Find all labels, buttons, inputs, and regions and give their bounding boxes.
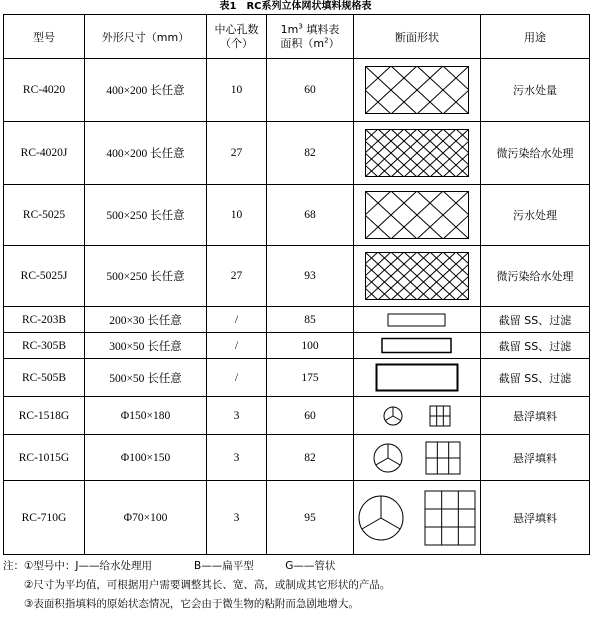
cell-holes: 27 (207, 246, 267, 307)
header-area-post2: ） (328, 36, 340, 50)
header-holes (207, 15, 267, 59)
mesh-section-diagram (365, 191, 469, 239)
header-area-pre1: 1m (280, 22, 299, 36)
cell-area: 60 (267, 397, 354, 435)
cell-use: 微污染给水处理 (481, 122, 590, 185)
header-row (4, 15, 590, 59)
cell-model: RC-1518G (4, 397, 85, 435)
flat-section-diagram (375, 363, 459, 393)
cell-shape (354, 122, 481, 185)
cell-size: 200×30 长任意 (85, 307, 207, 333)
cell-shape (354, 397, 481, 435)
tube-section-diagram (357, 489, 477, 547)
cell-area: 93 (267, 246, 354, 307)
note-2: ②尺寸为平均值，可根据用户需要调整其长、宽、高，或制成其它形状的产品。 (3, 579, 391, 591)
cell-holes: 27 (207, 122, 267, 185)
cell-size: 500×250 长任意 (85, 185, 207, 246)
cell-shape (354, 307, 481, 333)
cell-holes: 3 (207, 435, 267, 481)
cell-model: RC-305B (4, 333, 85, 359)
table-row (4, 185, 590, 246)
header-area-sup1: 3 (298, 21, 303, 30)
cell-size: 500×50 长任意 (85, 359, 207, 397)
cell-use: 悬浮填料 (481, 435, 590, 481)
flat-section-diagram (381, 337, 453, 355)
table-row (4, 333, 590, 359)
cell-area: 60 (267, 59, 354, 122)
cell-holes: 3 (207, 397, 267, 435)
cell-shape (354, 246, 481, 307)
cell-size: 400×200 长任意 (85, 59, 207, 122)
cell-model: RC-505B (4, 359, 85, 397)
cell-model: RC-1015G (4, 435, 85, 481)
table-row (4, 246, 590, 307)
mesh-section-diagram (365, 66, 469, 114)
cell-size: Φ150×180 (85, 397, 207, 435)
cell-area: 85 (267, 307, 354, 333)
cell-holes: 10 (207, 59, 267, 122)
header-holes-line2: （个） (220, 36, 253, 50)
note-3: ③表面积指填料的原始状态情况，它会由于微生物的粘附而急剧地增大。 (3, 598, 359, 610)
cell-holes: 10 (207, 185, 267, 246)
header-area (267, 15, 354, 59)
cell-size: Φ100×150 (85, 435, 207, 481)
header-area-sup2: 2 (324, 35, 329, 44)
cell-area: 68 (267, 185, 354, 246)
tube-section-diagram (372, 440, 462, 476)
mesh-section-diagram (365, 129, 469, 177)
mesh-section-diagram (365, 252, 469, 300)
cell-model: RC-4020J (4, 122, 85, 185)
cell-shape (354, 59, 481, 122)
header-size: 外形尺寸（mm） (85, 15, 207, 59)
cell-area: 175 (267, 359, 354, 397)
cell-holes: / (207, 307, 267, 333)
cell-shape (354, 359, 481, 397)
cell-size: Φ70×100 (85, 481, 207, 555)
table-title: 表1 RC系列立体网状填料规格表 (219, 1, 372, 12)
cell-area: 82 (267, 122, 354, 185)
cell-shape (354, 185, 481, 246)
cell-model: RC-5025 (4, 185, 85, 246)
header-shape: 断面形状 (354, 15, 481, 59)
cell-holes: / (207, 333, 267, 359)
cell-use: 微污染给水处理 (481, 246, 590, 307)
spec-table (3, 14, 590, 555)
cell-use: 悬浮填料 (481, 397, 590, 435)
header-use: 用途 (481, 15, 590, 59)
cell-size: 400×200 长任意 (85, 122, 207, 185)
header-area-pre2: 面积（m (280, 36, 325, 50)
table-row (4, 122, 590, 185)
cell-use: 截留 SS、过滤 (481, 359, 590, 397)
cell-use: 截留 SS、过滤 (481, 307, 590, 333)
header-area-post1: 填料表 (306, 22, 340, 36)
cell-use: 悬浮填料 (481, 481, 590, 555)
cell-shape (354, 481, 481, 555)
cell-model: RC-5025J (4, 246, 85, 307)
table-row (4, 397, 590, 435)
cell-size: 300×50 长任意 (85, 333, 207, 359)
cell-size: 500×250 长任意 (85, 246, 207, 307)
cell-use: 截留 SS、过滤 (481, 333, 590, 359)
cell-holes: 3 (207, 481, 267, 555)
table-row (4, 481, 590, 555)
cell-shape (354, 435, 481, 481)
note-1: 注：①型号中：J——给水处理用 B——扁平型 G——管状 (3, 560, 336, 572)
cell-area: 100 (267, 333, 354, 359)
header-model: 型号 (4, 15, 85, 59)
cell-model: RC-203B (4, 307, 85, 333)
cell-area: 82 (267, 435, 354, 481)
notes (3, 557, 589, 614)
cell-area: 95 (267, 481, 354, 555)
tube-section-diagram (382, 403, 452, 429)
table-row (4, 359, 590, 397)
cell-model: RC-710G (4, 481, 85, 555)
cell-shape (354, 333, 481, 359)
flat-section-diagram (387, 312, 447, 328)
header-holes-line1: 中心孔数 (214, 22, 259, 36)
table-row (4, 307, 590, 333)
table-row (4, 435, 590, 481)
cell-use: 污水处理 (481, 185, 590, 246)
cell-holes: / (207, 359, 267, 397)
cell-use: 污水处量 (481, 59, 590, 122)
cell-model: RC-4020 (4, 59, 85, 122)
table-row (4, 59, 590, 122)
